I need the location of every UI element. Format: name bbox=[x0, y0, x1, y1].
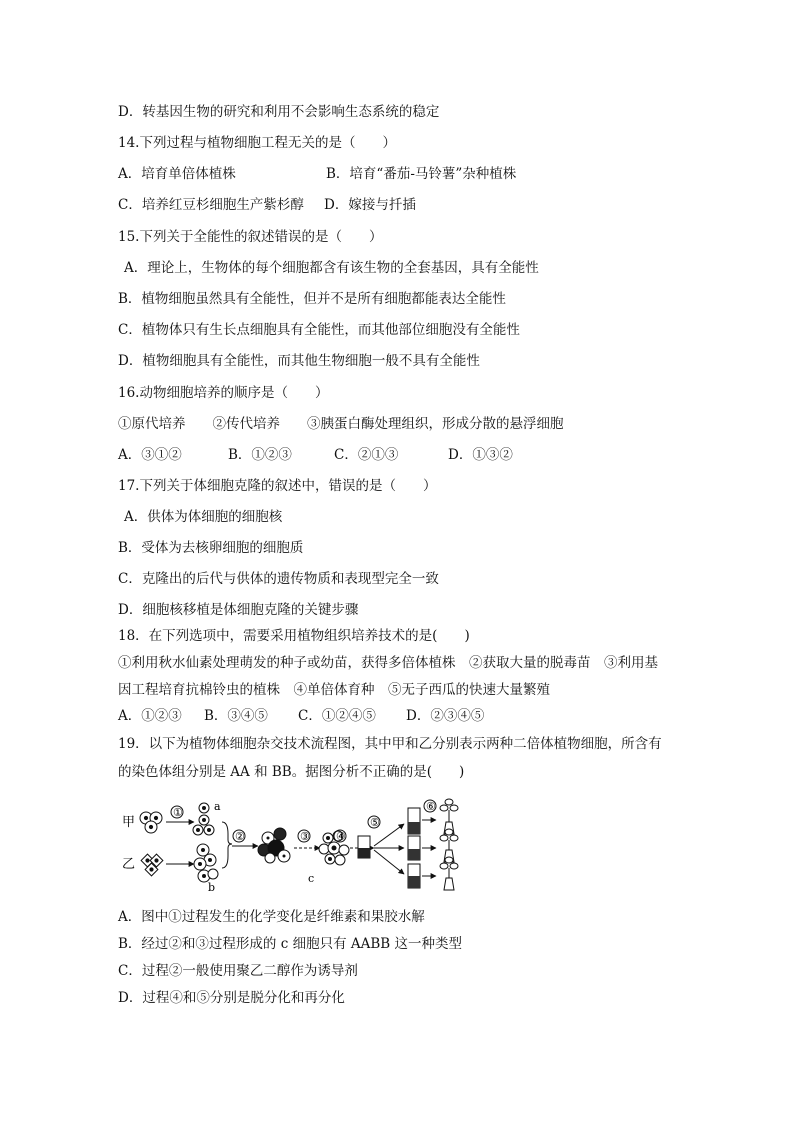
culture-tube-1 bbox=[408, 808, 420, 834]
step3-label: ③ bbox=[300, 830, 310, 843]
q13-option-d: D．转基因生物的研究和利用不会影响生态系统的稳定 bbox=[118, 104, 440, 120]
q18-option-b: B．③④⑤ bbox=[204, 708, 268, 724]
q19-option-d: D．过程④和⑤分别是脱分化和再分化 bbox=[118, 990, 345, 1006]
c-label: c bbox=[308, 872, 315, 885]
q17-option-c: C．克隆出的后代与供体的遗传物质和表现型完全一致 bbox=[118, 571, 439, 587]
q18-items-line1: ①利用秋水仙素处理萌发的种子或幼苗，获得多倍体植株 ②获取大量的脱毒苗 ③利用基 bbox=[118, 655, 658, 671]
q15-option-a: A．理论上，生物体的每个细胞都含有该生物的全套基因，具有全能性 bbox=[124, 260, 539, 276]
brace bbox=[222, 822, 232, 868]
q16-items: ①原代培养 ②传代培养 ③胰蛋白酶处理组织，形成分散的悬浮细胞 bbox=[118, 416, 564, 432]
b-label: b bbox=[208, 881, 216, 894]
q18-items-line2: 因工程培育抗棉铃虫的植株 ④单倍体育种 ⑤无子西瓜的快速大量繁殖 bbox=[118, 682, 550, 698]
q16-option-b: B．①②③ bbox=[228, 447, 292, 463]
fused-protoplasts bbox=[258, 828, 290, 863]
q15-stem: 15.下列关于全能性的叙述错误的是（ ） bbox=[118, 229, 383, 245]
step6-label: ⑥ bbox=[426, 800, 436, 813]
a-label: a bbox=[214, 800, 221, 813]
q19-option-c: C．过程②一般使用聚乙二醇作为诱导剂 bbox=[118, 963, 358, 979]
q18-option-d: D．②③④⑤ bbox=[406, 708, 485, 724]
protoplast-a bbox=[193, 803, 214, 835]
q19-option-a: A．图中①过程发生的化学变化是纤维素和果胶水解 bbox=[118, 909, 425, 925]
yi-cell-cluster bbox=[141, 854, 163, 876]
yi-label: 乙 bbox=[122, 857, 136, 872]
branch-arrow-bottom bbox=[374, 850, 404, 874]
q14-stem: 14.下列过程与植物细胞工程无关的是（ ） bbox=[118, 135, 396, 151]
q14-option-b: B．培育“番茄-马铃薯”杂种植株 bbox=[326, 166, 517, 182]
q17-option-a: A．供体为体细胞的细胞核 bbox=[124, 509, 283, 525]
q17-option-b: B．受体为去核卵细胞的细胞质 bbox=[118, 540, 304, 556]
step2-label: ② bbox=[235, 830, 245, 843]
protoplast-b bbox=[194, 844, 218, 882]
q19-option-b: B．经过②和③过程形成的 c 细胞只有 AABB 这一种类型 bbox=[118, 936, 462, 952]
somatic-hybridization-diagram bbox=[118, 794, 478, 898]
step4-label: ④ bbox=[336, 830, 346, 843]
q18-option-a: A．①②③ bbox=[118, 708, 182, 724]
step1-label: ① bbox=[173, 806, 183, 819]
q17-stem: 17.下列关于体细胞克隆的叙述中，错误的是（ ） bbox=[118, 478, 437, 494]
q16-option-d: D．①③② bbox=[448, 447, 513, 463]
regenerated-plant-3 bbox=[440, 857, 458, 890]
callus-tube bbox=[358, 836, 370, 858]
jia-cell-cluster bbox=[140, 812, 162, 833]
q14-option-d: D．嫁接与扦插 bbox=[324, 197, 416, 213]
q14-option-a: A．培育单倍体植株 bbox=[118, 166, 236, 182]
q14-option-c: C．培养红豆杉细胞生产紫杉醇 bbox=[118, 197, 304, 213]
q17-option-d: D．细胞核移植是体细胞克隆的关键步骤 bbox=[118, 602, 359, 618]
step5-label: ⑤ bbox=[370, 816, 380, 829]
jia-label: 甲 bbox=[122, 815, 136, 830]
culture-tube-2 bbox=[408, 836, 420, 860]
q16-stem: 16.动物细胞培养的顺序是（ ） bbox=[118, 385, 329, 401]
q16-option-a: A．③①② bbox=[118, 447, 182, 463]
q16-option-c: C．②①③ bbox=[334, 447, 399, 463]
q15-option-b: B．植物细胞虽然具有全能性，但并不是所有细胞都能表达全能性 bbox=[118, 291, 506, 307]
culture-tube-3 bbox=[408, 864, 420, 888]
q18-stem: 18．在下列选项中，需要采用植物组织培养技术的是( ) bbox=[118, 628, 470, 644]
q18-option-c: C．①②④⑤ bbox=[298, 708, 376, 724]
q15-option-d: D．植物细胞具有全能性，而其他生物细胞一般不具有全能性 bbox=[118, 353, 480, 369]
q15-option-c: C．植物体只有生长点细胞具有全能性，而其他部位细胞没有全能性 bbox=[118, 322, 520, 338]
q19-stem-line2: 的染色体组分别是 AA 和 BB。据图分析不正确的是( ) bbox=[118, 764, 465, 780]
q19-stem-line1: 19．以下为植物体细胞杂交技术流程图，其中甲和乙分别表示两种二倍体植物细胞，所含有 bbox=[118, 736, 662, 752]
